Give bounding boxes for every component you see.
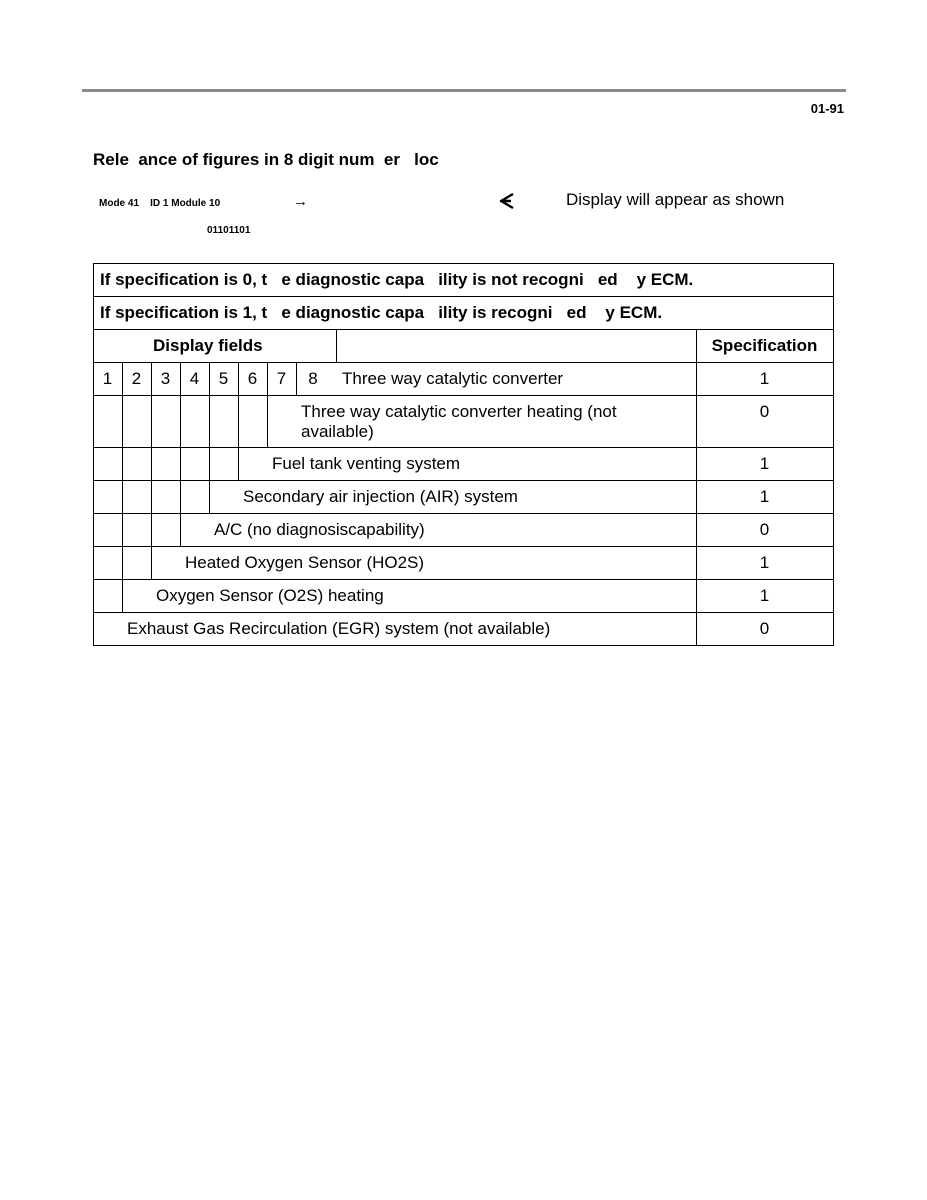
field-divider-3	[180, 362, 181, 546]
field-divider-7	[296, 362, 297, 395]
table-border-bottom	[93, 645, 834, 646]
row-description-3: Fuel tank venting system	[272, 454, 461, 473]
field-number-8: 8	[308, 369, 318, 388]
table-rule	[93, 546, 834, 547]
row-description-2: Three way catalytic converter heating (not available)	[301, 402, 617, 441]
table-border-left	[93, 263, 94, 646]
specification-header: Specification	[711, 336, 818, 355]
table-rule	[93, 447, 834, 448]
table-border-top	[93, 263, 834, 264]
display-note: Display will appear as shown	[566, 190, 785, 209]
table-rule	[93, 480, 834, 481]
row-description-6: Heated Oxygen Sensor (HO2S)	[185, 553, 425, 572]
field-number-6: 6	[247, 369, 258, 388]
field-number-1: 1	[102, 369, 113, 388]
table-rule	[93, 395, 834, 396]
field-number-3: 3	[160, 369, 171, 388]
table-rule	[93, 579, 834, 580]
table-rule	[93, 513, 834, 514]
row-spec-2: 0	[759, 402, 770, 421]
field-number-5: 5	[218, 369, 229, 388]
row-description-5: A/C (no diagnosiscapability)	[214, 520, 425, 539]
note-spec-0: If specification is 0, t e diagnostic capa ility is not recogni ed y ECM.	[100, 270, 694, 289]
row-description-4: Secondary air injection (AIR) system	[243, 487, 518, 506]
row-description-8: Exhaust Gas Recirculation (EGR) system (not available)	[127, 619, 551, 638]
field-number-7: 7	[276, 369, 287, 388]
header-divider	[336, 329, 337, 362]
display-fields-header: Display fields	[153, 336, 263, 355]
specification-table	[93, 263, 834, 646]
row-spec-8: 0	[759, 619, 770, 638]
row-description-7: Oxygen Sensor (O2S) heating	[156, 586, 384, 605]
field-divider-1	[122, 362, 123, 612]
pointer-arrow-icon	[497, 190, 519, 212]
section-heading: Rele ance of figures in 8 digit num er loc	[93, 150, 439, 169]
table-rule	[93, 362, 834, 363]
table-rule	[93, 296, 834, 297]
table-rule	[93, 612, 834, 613]
row-description-1: Three way catalytic converter	[342, 369, 564, 388]
table-rule	[93, 329, 834, 330]
row-spec-3: 1	[759, 454, 770, 473]
field-divider-2	[151, 362, 152, 579]
field-number-2: 2	[131, 369, 142, 388]
row-spec-4: 1	[759, 487, 770, 506]
note-spec-1: If specification is 1, t e diagnostic capa ility is recogni ed y ECM.	[100, 303, 663, 322]
top-rule	[82, 89, 846, 92]
field-number-4: 4	[189, 369, 200, 388]
row-spec-5: 0	[759, 520, 770, 539]
row-spec-6: 1	[759, 553, 770, 572]
block-code: 01101101	[207, 225, 251, 236]
page-number: 01-91	[810, 101, 844, 116]
mode-line: Mode 41 ID 1 Module 10	[99, 198, 221, 209]
row-spec-7: 1	[759, 586, 770, 605]
row-spec-1: 1	[759, 369, 770, 388]
right-arrow-icon: →	[293, 193, 308, 210]
table-border-right	[833, 263, 834, 646]
